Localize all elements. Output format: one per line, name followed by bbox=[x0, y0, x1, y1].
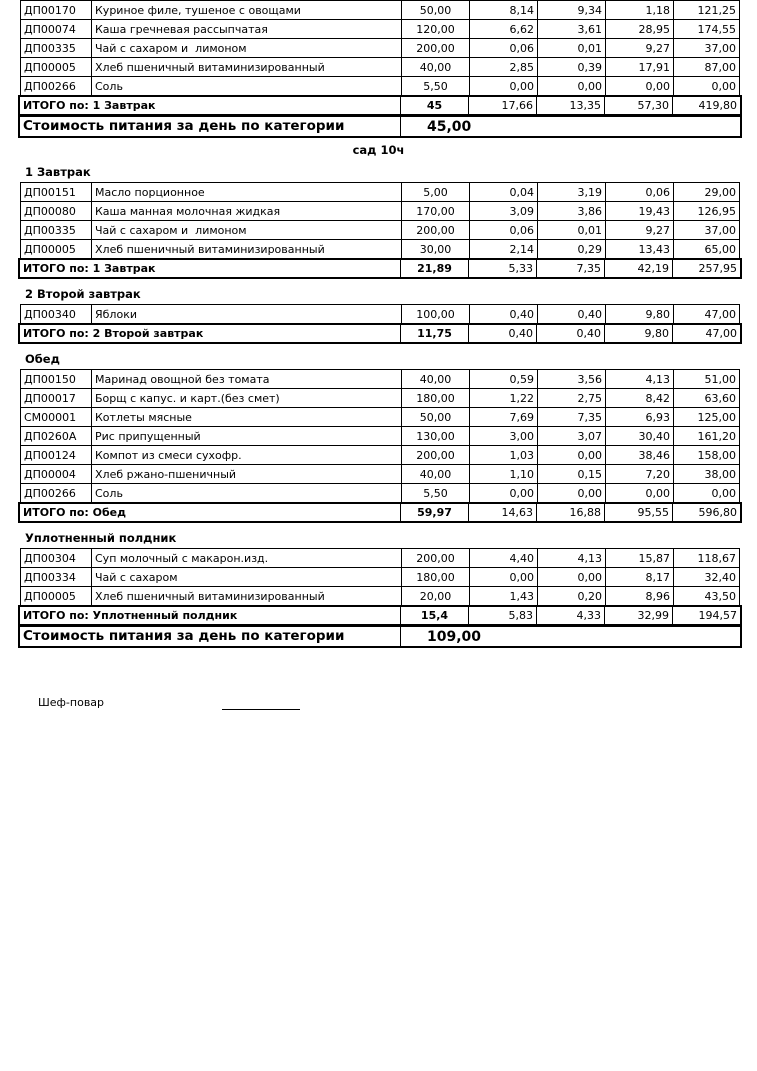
item-qty: 200,00 bbox=[401, 446, 469, 464]
day-cost-value: 45,00 bbox=[400, 117, 740, 136]
signature-line bbox=[222, 696, 300, 710]
item-code: ДП00334 bbox=[24, 570, 76, 584]
item-qty: 50,00 bbox=[401, 1, 469, 19]
item-qty: 30,00 bbox=[401, 240, 469, 258]
item-value-4: 51,00 bbox=[673, 370, 739, 388]
total-value-3: 9,80 bbox=[604, 325, 672, 342]
item-value-1: 2,14 bbox=[469, 240, 537, 258]
section-title: 1 Завтрак bbox=[25, 165, 91, 179]
item-qty: 40,00 bbox=[401, 370, 469, 388]
item-code: СМ00001 bbox=[24, 410, 77, 424]
item-code: ДП00266 bbox=[24, 486, 76, 500]
item-value-4: 126,95 bbox=[673, 202, 739, 220]
item-name: Компот из смеси сухофр. bbox=[91, 446, 401, 464]
item-value-4: 87,00 bbox=[673, 58, 739, 76]
total-value-4: 596,80 bbox=[672, 504, 740, 521]
total-value-2: 4,33 bbox=[536, 607, 604, 624]
leading-meal-table bbox=[20, 0, 740, 138]
menu-item-row bbox=[20, 369, 740, 389]
item-value-1: 0,00 bbox=[469, 484, 537, 502]
item-name: Соль bbox=[91, 77, 401, 95]
item-name: Чай с сахаром bbox=[91, 568, 401, 586]
item-name: Борщ с капус. и карт.(без смет) bbox=[91, 389, 401, 407]
section-title: Уплотненный полдник bbox=[25, 531, 177, 545]
section-total-label: ИТОГО по: 1 Завтрак bbox=[23, 262, 156, 275]
item-value-3: 19,43 bbox=[605, 202, 673, 220]
item-qty: 100,00 bbox=[401, 305, 469, 323]
item-value-2: 0,01 bbox=[537, 221, 605, 239]
item-value-1: 0,00 bbox=[469, 77, 537, 95]
item-value-2: 0,15 bbox=[537, 465, 605, 483]
total-value-2: 16,88 bbox=[536, 504, 604, 521]
section-title: Обед bbox=[25, 352, 60, 366]
item-value-1: 6,62 bbox=[469, 20, 537, 38]
total-value-1: 5,33 bbox=[468, 260, 536, 277]
total-value-1: 5,83 bbox=[468, 607, 536, 624]
menu-item-row bbox=[20, 567, 740, 587]
item-name: Масло порционное bbox=[91, 183, 401, 201]
item-value-1: 0,00 bbox=[469, 568, 537, 586]
item-name: Хлеб пшеничный витаминизированный bbox=[91, 240, 401, 258]
item-name: Яблоки bbox=[91, 305, 401, 323]
signature-block bbox=[38, 694, 757, 710]
item-code: ДП00170 bbox=[24, 3, 76, 17]
menu-item-row bbox=[20, 304, 740, 324]
menu-item-row bbox=[20, 548, 740, 568]
item-code: ДП00266 bbox=[24, 79, 76, 93]
item-value-3: 4,13 bbox=[605, 370, 673, 388]
item-code: ДП00335 bbox=[24, 41, 76, 55]
item-value-2: 0,29 bbox=[537, 240, 605, 258]
item-value-1: 3,00 bbox=[469, 427, 537, 445]
item-value-2: 9,34 bbox=[537, 1, 605, 19]
item-value-2: 0,01 bbox=[537, 39, 605, 57]
section-total-qty: 15,4 bbox=[400, 607, 468, 624]
menu-item-row bbox=[20, 426, 740, 446]
item-value-1: 1,22 bbox=[469, 389, 537, 407]
item-name: Котлеты мясные bbox=[91, 408, 401, 426]
item-code: ДП00017 bbox=[24, 391, 76, 405]
item-value-3: 17,91 bbox=[605, 58, 673, 76]
item-value-2: 3,86 bbox=[537, 202, 605, 220]
item-value-3: 28,95 bbox=[605, 20, 673, 38]
menu-item-row bbox=[20, 38, 740, 58]
item-value-3: 1,18 bbox=[605, 1, 673, 19]
total-value-4: 419,80 bbox=[672, 97, 740, 114]
item-name: Суп молочный с макарон.изд. bbox=[91, 549, 401, 567]
item-value-1: 0,40 bbox=[469, 305, 537, 323]
item-value-1: 0,06 bbox=[469, 221, 537, 239]
item-value-2: 3,19 bbox=[537, 183, 605, 201]
total-value-1: 0,40 bbox=[468, 325, 536, 342]
total-value-3: 57,30 bbox=[604, 97, 672, 114]
item-value-4: 118,67 bbox=[673, 549, 739, 567]
item-value-1: 0,59 bbox=[469, 370, 537, 388]
section-total-row bbox=[18, 502, 742, 523]
item-code: ДП00150 bbox=[24, 372, 76, 386]
item-qty: 50,00 bbox=[401, 408, 469, 426]
item-value-4: 161,20 bbox=[673, 427, 739, 445]
item-qty: 200,00 bbox=[401, 39, 469, 57]
item-value-4: 63,60 bbox=[673, 389, 739, 407]
item-qty: 200,00 bbox=[401, 549, 469, 567]
item-value-2: 0,00 bbox=[537, 484, 605, 502]
item-value-1: 4,40 bbox=[469, 549, 537, 567]
item-code: ДП0260А bbox=[24, 429, 77, 443]
menu-item-row bbox=[20, 388, 740, 408]
category-sections bbox=[0, 165, 757, 648]
item-value-3: 0,00 bbox=[605, 77, 673, 95]
item-name: Хлеб пшеничный витаминизированный bbox=[91, 58, 401, 76]
item-value-3: 9,27 bbox=[605, 221, 673, 239]
menu-item-row bbox=[20, 76, 740, 96]
total-value-1: 17,66 bbox=[468, 97, 536, 114]
item-code: ДП00005 bbox=[24, 242, 76, 256]
item-value-3: 7,20 bbox=[605, 465, 673, 483]
item-value-3: 38,46 bbox=[605, 446, 673, 464]
item-value-4: 43,50 bbox=[673, 587, 739, 605]
menu-item-row bbox=[20, 445, 740, 465]
item-value-1: 7,69 bbox=[469, 408, 537, 426]
item-value-1: 1,43 bbox=[469, 587, 537, 605]
menu-item-row bbox=[20, 0, 740, 20]
meal-section-table bbox=[20, 369, 740, 523]
chef-label: Шеф-повар bbox=[38, 696, 105, 709]
item-code: ДП00005 bbox=[24, 589, 76, 603]
item-value-1: 1,10 bbox=[469, 465, 537, 483]
item-value-4: 37,00 bbox=[673, 221, 739, 239]
item-name: Хлеб пшеничный витаминизированный bbox=[91, 587, 401, 605]
item-value-4: 29,00 bbox=[673, 183, 739, 201]
section-total-qty: 21,89 bbox=[400, 260, 468, 277]
item-value-2: 3,56 bbox=[537, 370, 605, 388]
item-value-2: 2,75 bbox=[537, 389, 605, 407]
item-value-4: 37,00 bbox=[673, 39, 739, 57]
meal-section-table bbox=[20, 182, 740, 279]
item-value-3: 30,40 bbox=[605, 427, 673, 445]
item-value-2: 4,13 bbox=[537, 549, 605, 567]
item-value-2: 0,00 bbox=[537, 77, 605, 95]
item-value-1: 0,06 bbox=[469, 39, 537, 57]
total-value-2: 0,40 bbox=[536, 325, 604, 342]
total-value-3: 32,99 bbox=[604, 607, 672, 624]
item-value-3: 8,17 bbox=[605, 568, 673, 586]
day-cost-label: Стоимость питания за день по категории bbox=[23, 627, 345, 644]
section-total-qty: 59,97 bbox=[400, 504, 468, 521]
menu-item-row bbox=[20, 464, 740, 484]
menu-item-row bbox=[20, 57, 740, 77]
item-name: Маринад овощной без томата bbox=[91, 370, 401, 388]
item-name: Соль bbox=[91, 484, 401, 502]
section-total-label: ИТОГО по: 2 Второй завтрак bbox=[23, 327, 204, 340]
menu-item-row bbox=[20, 586, 740, 606]
item-code: ДП00151 bbox=[24, 185, 76, 199]
item-value-4: 121,25 bbox=[673, 1, 739, 19]
item-value-2: 3,07 bbox=[537, 427, 605, 445]
day-cost-value: 109,00 bbox=[400, 627, 740, 646]
item-value-3: 6,93 bbox=[605, 408, 673, 426]
item-code: ДП00074 bbox=[24, 22, 76, 36]
item-value-1: 1,03 bbox=[469, 446, 537, 464]
item-value-3: 13,43 bbox=[605, 240, 673, 258]
item-qty: 5,50 bbox=[401, 484, 469, 502]
section-total-label: ИТОГО по: 1 Завтрак bbox=[23, 99, 156, 112]
item-qty: 40,00 bbox=[401, 465, 469, 483]
menu-item-row bbox=[20, 407, 740, 427]
item-value-4: 65,00 bbox=[673, 240, 739, 258]
item-name: Чай с сахаром и лимоном bbox=[91, 39, 401, 57]
item-qty: 5,00 bbox=[401, 183, 469, 201]
section-total-row bbox=[18, 323, 742, 344]
item-value-4: 0,00 bbox=[673, 77, 739, 95]
item-code: ДП00124 bbox=[24, 448, 76, 462]
section-title: 2 Второй завтрак bbox=[25, 287, 141, 301]
item-value-1: 0,04 bbox=[469, 183, 537, 201]
section-total-qty: 45 bbox=[400, 97, 468, 114]
item-value-1: 3,09 bbox=[469, 202, 537, 220]
day-cost-label: Стоимость питания за день по категории bbox=[23, 117, 345, 134]
item-value-3: 15,87 bbox=[605, 549, 673, 567]
item-qty: 170,00 bbox=[401, 202, 469, 220]
item-value-1: 8,14 bbox=[469, 1, 537, 19]
item-code: ДП00335 bbox=[24, 223, 76, 237]
item-qty: 200,00 bbox=[401, 221, 469, 239]
menu-item-row bbox=[20, 239, 740, 259]
item-value-4: 158,00 bbox=[673, 446, 739, 464]
item-qty: 5,50 bbox=[401, 77, 469, 95]
item-value-2: 0,39 bbox=[537, 58, 605, 76]
item-value-3: 9,27 bbox=[605, 39, 673, 57]
total-value-3: 95,55 bbox=[604, 504, 672, 521]
menu-item-row bbox=[20, 220, 740, 240]
item-code: ДП00304 bbox=[24, 551, 76, 565]
item-value-2: 7,35 bbox=[537, 408, 605, 426]
menu-item-row bbox=[20, 182, 740, 202]
item-value-2: 0,00 bbox=[537, 446, 605, 464]
item-name: Рис припущенный bbox=[91, 427, 401, 445]
item-value-4: 32,40 bbox=[673, 568, 739, 586]
item-qty: 120,00 bbox=[401, 20, 469, 38]
item-code: ДП00340 bbox=[24, 307, 76, 321]
item-value-1: 2,85 bbox=[469, 58, 537, 76]
item-value-2: 0,40 bbox=[537, 305, 605, 323]
menu-item-row bbox=[20, 483, 740, 503]
item-value-2: 0,00 bbox=[537, 568, 605, 586]
item-code: ДП00080 bbox=[24, 204, 76, 218]
item-value-4: 47,00 bbox=[673, 305, 739, 323]
section-total-row bbox=[18, 258, 742, 279]
item-value-4: 38,00 bbox=[673, 465, 739, 483]
total-value-4: 257,95 bbox=[672, 260, 740, 277]
item-qty: 180,00 bbox=[401, 568, 469, 586]
menu-item-row bbox=[20, 201, 740, 221]
item-value-3: 8,42 bbox=[605, 389, 673, 407]
section-total-label: ИТОГО по: Обед bbox=[23, 506, 127, 519]
item-value-3: 0,00 bbox=[605, 484, 673, 502]
item-value-3: 8,96 bbox=[605, 587, 673, 605]
item-value-3: 0,06 bbox=[605, 183, 673, 201]
meal-section-table bbox=[20, 304, 740, 344]
item-code: ДП00005 bbox=[24, 60, 76, 74]
total-value-2: 7,35 bbox=[536, 260, 604, 277]
item-qty: 180,00 bbox=[401, 389, 469, 407]
day-cost-row bbox=[18, 625, 742, 648]
total-value-2: 13,35 bbox=[536, 97, 604, 114]
section-total-qty: 11,75 bbox=[400, 325, 468, 342]
section-total-row bbox=[18, 605, 742, 626]
section-total-row bbox=[18, 95, 742, 116]
item-name: Куриное филе, тушеное с овощами bbox=[91, 1, 401, 19]
item-value-3: 9,80 bbox=[605, 305, 673, 323]
section-total-label: ИТОГО по: Уплотненный полдник bbox=[23, 609, 238, 622]
category-title: сад 10ч bbox=[352, 143, 405, 157]
item-value-2: 0,20 bbox=[537, 587, 605, 605]
item-value-4: 125,00 bbox=[673, 408, 739, 426]
item-code: ДП00004 bbox=[24, 467, 76, 481]
menu-item-row bbox=[20, 19, 740, 39]
item-value-4: 0,00 bbox=[673, 484, 739, 502]
item-name: Хлеб ржано-пшеничный bbox=[91, 465, 401, 483]
item-value-4: 174,55 bbox=[673, 20, 739, 38]
total-value-4: 194,57 bbox=[672, 607, 740, 624]
item-value-2: 3,61 bbox=[537, 20, 605, 38]
total-value-1: 14,63 bbox=[468, 504, 536, 521]
item-name: Каша гречневая рассыпчатая bbox=[91, 20, 401, 38]
item-qty: 20,00 bbox=[401, 587, 469, 605]
item-qty: 130,00 bbox=[401, 427, 469, 445]
meal-section-table bbox=[20, 548, 740, 648]
day-cost-row bbox=[18, 115, 742, 138]
total-value-4: 47,00 bbox=[672, 325, 740, 342]
item-qty: 40,00 bbox=[401, 58, 469, 76]
item-name: Чай с сахаром и лимоном bbox=[91, 221, 401, 239]
total-value-3: 42,19 bbox=[604, 260, 672, 277]
item-name: Каша манная молочная жидкая bbox=[91, 202, 401, 220]
